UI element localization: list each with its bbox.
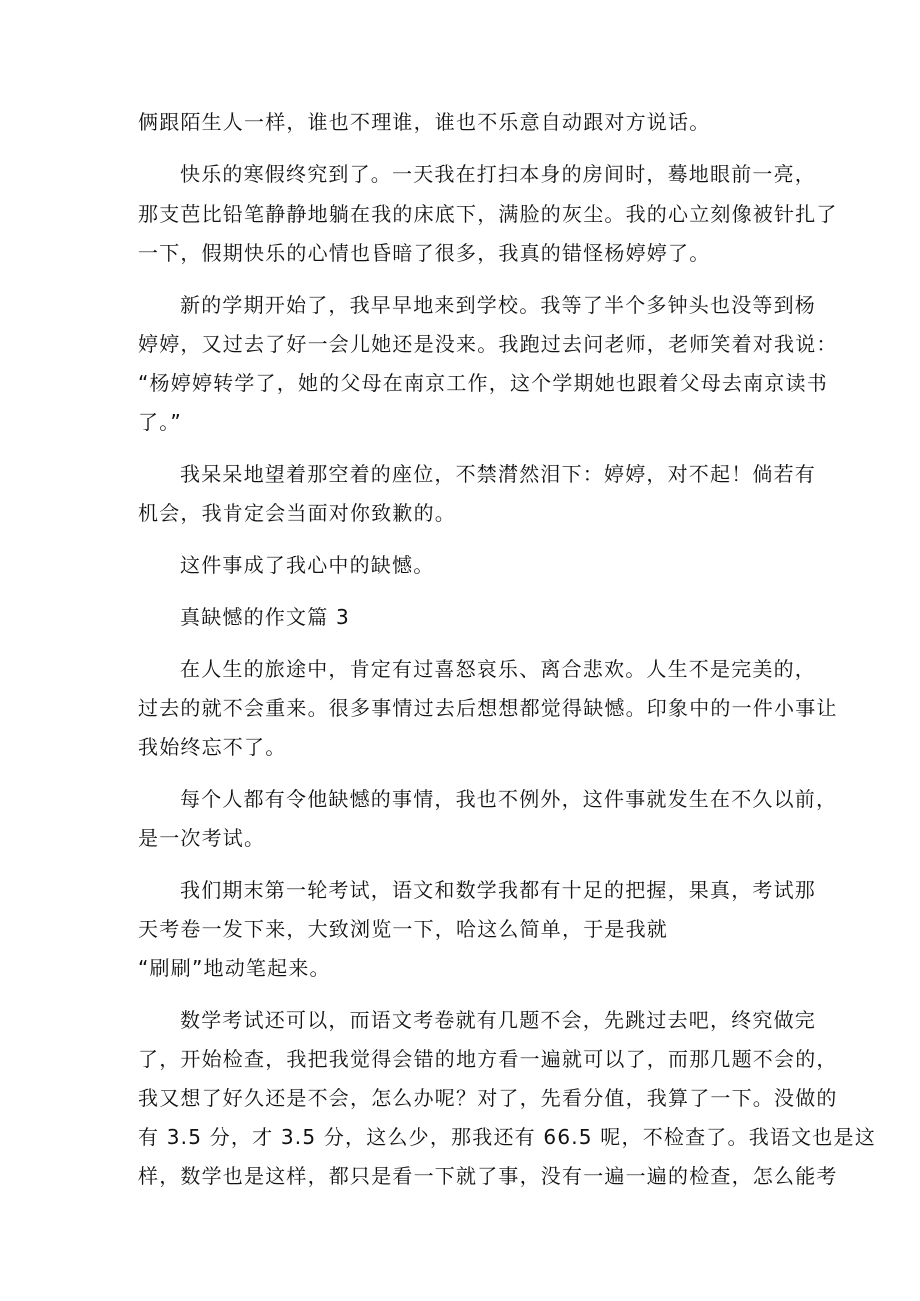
text-line: 样，数学也是这样，都只是看一下就了事，没有一遍一遍的检查，怎么能考 bbox=[138, 1164, 838, 1188]
text-line: 新的学期开始了，我早早地来到学校。我等了半个多钟头也没等到杨 bbox=[180, 293, 816, 317]
text-line: 婷婷，又过去了好一会儿她还是没来。我跑过去问老师，老师笑着对我说： bbox=[138, 332, 838, 356]
text-line: 俩跟陌生人一样，谁也不理谁，谁也不乐意自动跟对方说话。 bbox=[138, 110, 711, 134]
text-line: “刷刷”地动笔起来。 bbox=[138, 956, 331, 980]
text-line: 了。” bbox=[138, 410, 182, 434]
text-line: 这件事成了我心中的缺憾。 bbox=[180, 553, 435, 577]
text-line: “杨婷婷转学了，她的父母在南京工作，这个学期她也跟着父母去南京读书 bbox=[138, 371, 828, 395]
text-line: 机会，我肯定会当面对你致歉的。 bbox=[138, 501, 456, 525]
text-line: 我始终忘不了。 bbox=[138, 735, 287, 759]
text-line: 我们期末第一轮考试，语文和数学我都有十足的把握，果真，考试那 bbox=[180, 878, 816, 902]
text-line: 快乐的寒假终究到了。一天我在打扫本身的房间时，蓦地眼前一亮， bbox=[180, 162, 816, 186]
text-line: 了，开始检查，我把我觉得会错的地方看一遍就可以了，而那几题不会的， bbox=[138, 1047, 838, 1071]
text-line: 在人生的旅途中，肯定有过喜怒哀乐、离合悲欢。人生不是完美的， bbox=[180, 657, 816, 681]
text-line: 每个人都有令他缺憾的事情，我也不例外，这件事就发生在不久以前， bbox=[180, 787, 838, 811]
text-line: 是一次考试。 bbox=[138, 826, 266, 850]
text-line: 天考卷一发下来，大致浏览一下，哈这么简单，于是我就 bbox=[138, 917, 668, 941]
text-line: 过去的就不会重来。很多事情过去后想想都觉得缺憾。印象中的一件小事让 bbox=[138, 696, 838, 720]
text-line: 数学考试还可以，而语文考卷就有几题不会，先跳过去吧，终究做完 bbox=[180, 1008, 816, 1032]
text-line: 我呆呆地望着那空着的座位，不禁潸然泪下：婷婷，对不起！倘若有 bbox=[180, 462, 816, 486]
section-heading: 真缺憾的作文篇 3 bbox=[180, 605, 350, 629]
text-line: 那支芭比铅笔静静地躺在我的床底下，满脸的灰尘。我的心立刻像被针扎了 bbox=[138, 202, 838, 226]
text-line: 有 3.5 分，才 3.5 分，这么少，那我还有 66.5 呢，不检查了。我语文也是这 bbox=[138, 1125, 876, 1149]
text-line: 一下，假期快乐的心情也昏暗了很多，我真的错怪杨婷婷了。 bbox=[138, 241, 711, 265]
text-line: 我又想了好久还是不会，怎么办呢？对了，先看分值，我算了一下。没做的 bbox=[138, 1086, 838, 1110]
